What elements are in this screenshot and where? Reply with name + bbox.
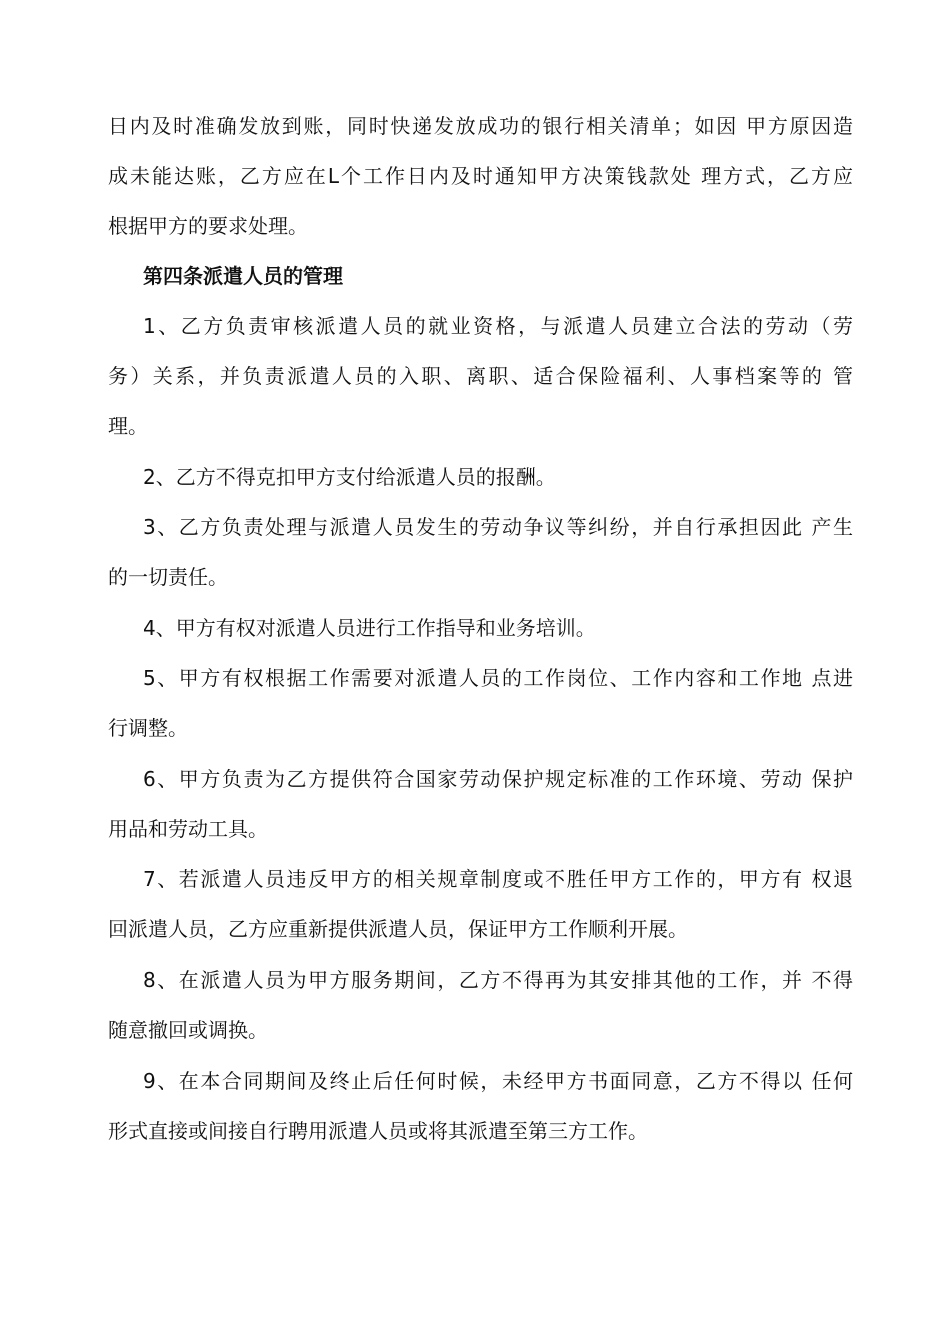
clause-2-line: 2、乙方不得克扣甲方支付给派遣人员的报酬。	[143, 465, 556, 489]
section-heading: 第四条派遣人员的管理	[143, 264, 343, 288]
clause-8-line: 随意撤回或调换。	[108, 1018, 268, 1042]
clause-4-line: 4、甲方有权对派遣人员进行工作指导和业务培训。	[143, 616, 596, 640]
clause-8-line: 8、在派遣人员为甲方服务期间，乙方不得再为其安排其他的工作，并 不得	[143, 968, 853, 992]
body-text-line: 日内及时准确发放到账，同时快递发放成功的银行相关清单；如因 甲方原因造	[108, 114, 853, 138]
clause-1-line: 务）关系，并负责派遣人员的入职、离职、适合保险福利、人事档案等的 管	[108, 364, 853, 388]
clause-3-line: 3、乙方负责处理与派遣人员发生的劳动争议等纠纷，并自行承担因此 产生	[143, 515, 853, 539]
clause-1-line: 1、乙方负责审核派遣人员的就业资格，与派遣人员建立合法的劳动（劳	[143, 314, 853, 338]
clause-5-line: 5、甲方有权根据工作需要对派遣人员的工作岗位、工作内容和工作地 点进	[143, 666, 853, 690]
clause-6-line: 6、甲方负责为乙方提供符合国家劳动保护规定标准的工作环境、劳动 保护	[143, 767, 853, 791]
clause-6-line: 用品和劳动工具。	[108, 817, 268, 841]
clause-7-line: 7、若派遣人员违反甲方的相关规章制度或不胜任甲方工作的，甲方有 权退	[143, 867, 853, 891]
clause-9-line: 形式直接或间接自行聘用派遣人员或将其派遣至第三方工作。	[108, 1119, 648, 1143]
clause-3-line: 的一切责任。	[108, 565, 228, 589]
clause-1-line: 理。	[108, 414, 148, 438]
body-text-line: 成未能达账，乙方应在L个工作日内及时通知甲方决策钱款处 理方式，乙方应	[108, 164, 853, 188]
clause-7-line: 回派遣人员，乙方应重新提供派遣人员，保证甲方工作顺利开展。	[108, 917, 688, 941]
clause-9-line: 9、在本合同期间及终止后任何时候，未经甲方书面同意，乙方不得以 任何	[143, 1069, 853, 1093]
clause-5-line: 行调整。	[108, 716, 188, 740]
body-text-line: 根据甲方的要求处理。	[108, 214, 308, 238]
